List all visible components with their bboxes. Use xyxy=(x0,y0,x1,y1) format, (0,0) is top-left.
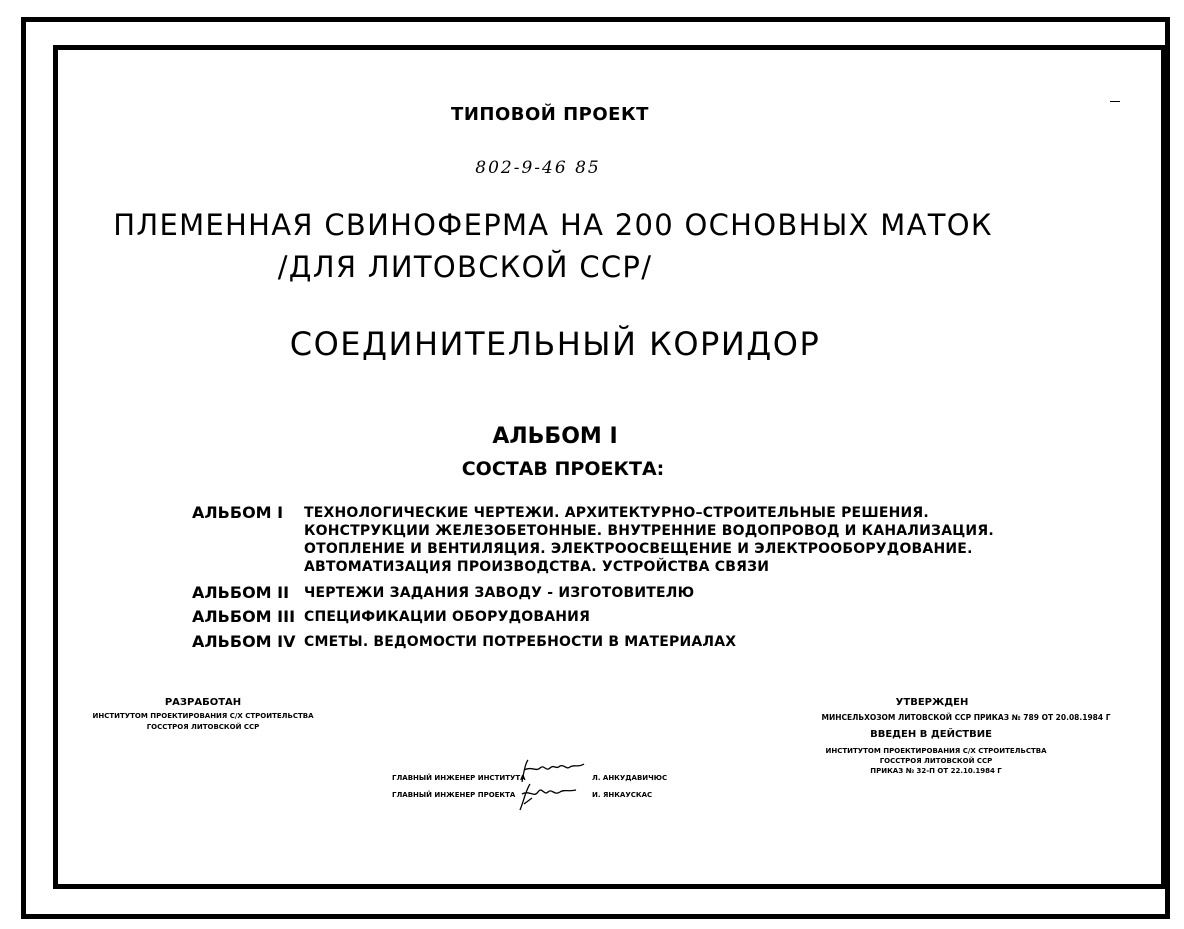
chief-institute-name: Л. АНКУДАВИЧЮС xyxy=(592,774,668,782)
subtitle: СОЕДИНИТЕЛЬНЫЙ КОРИДОР xyxy=(289,325,821,363)
signature-chief-project xyxy=(514,780,580,814)
composition-heading: СОСТАВ ПРОЕКТА: xyxy=(461,458,665,480)
album-1-line-3: ОТОПЛЕНИЕ И ВЕНТИЛЯЦИЯ. ЭЛЕКТРООСВЕЩЕНИЕ И ЭЛЕКТРООБОРУДОВАНИЕ. xyxy=(304,541,973,557)
approved-line-3: ГОССТРОЯ ЛИТОВСКОЙ ССР xyxy=(879,757,993,765)
approved-line-2: ИНСТИТУТОМ ПРОЕКТИРОВАНИЯ С/Х СТРОИТЕЛЬСТВА xyxy=(825,747,1047,755)
album-3-line-1: СПЕЦИФИКАЦИИ ОБОРУДОВАНИЯ xyxy=(304,609,591,625)
developed-heading: РАЗРАБОТАН xyxy=(164,697,242,708)
chief-project-title: ГЛАВНЫЙ ИНЖЕНЕР ПРОЕКТА xyxy=(392,791,516,799)
developed-line-2: ГОССТРОЯ ЛИТОВСКОЙ ССР xyxy=(146,723,260,731)
corner-mark xyxy=(1110,101,1120,102)
album-1-line-4: АВТОМАТИЗАЦИЯ ПРОИЗВОДСТВА. УСТРОЙСТВА СВЯЗИ xyxy=(304,559,770,575)
album-1-label: АЛЬБОМ I xyxy=(192,503,284,522)
project-type: ТИПОВОЙ ПРОЕКТ xyxy=(451,104,649,125)
chief-project-name: И. ЯНКАУСКАС xyxy=(592,791,653,799)
approved-line-1: МИНСЕЛЬХОЗОМ ЛИТОВСКОЙ ССР ПРИКАЗ № 789 ОТ 20.08.1984 Г xyxy=(821,713,1111,722)
album-3-label: АЛЬБОМ III xyxy=(192,607,296,626)
approved-line-4: ПРИКАЗ № 32-П ОТ 22.10.1984 Г xyxy=(870,767,1002,775)
album-4-line-1: СМЕТЫ. ВЕДОМОСТИ ПОТРЕБНОСТИ В МАТЕРИАЛАХ xyxy=(304,634,737,650)
album-4-label: АЛЬБОМ IV xyxy=(192,632,296,651)
developed-line-1: ИНСТИТУТОМ ПРОЕКТИРОВАНИЯ С/Х СТРОИТЕЛЬСТВА xyxy=(92,712,314,720)
album-2-label: АЛЬБОМ II xyxy=(192,583,290,602)
chief-institute-title: ГЛАВНЫЙ ИНЖЕНЕР ИНСТИТУТА xyxy=(392,774,526,782)
title-line-1: ПЛЕМЕННАЯ СВИНОФЕРМА НА 200 ОСНОВНЫХ МАТОК xyxy=(113,208,993,242)
title-line-2: /ДЛЯ ЛИТОВСКОЙ ССР/ xyxy=(277,250,653,284)
album-1-line-1: ТЕХНОЛОГИЧЕСКИЕ ЧЕРТЕЖИ. АРХИТЕКТУРНО–СТРОИТЕЛЬНЫЕ РЕШЕНИЯ. xyxy=(304,505,929,521)
album-2-line-1: ЧЕРТЕЖИ ЗАДАНИЯ ЗАВОДУ - ИЗГОТОВИТЕЛЮ xyxy=(304,585,695,601)
current-album: АЛЬБОМ I xyxy=(492,424,618,449)
approved-heading: УТВЕРЖДЕН xyxy=(895,697,969,708)
enacted-heading: ВВЕДЕН В ДЕЙСТВИЕ xyxy=(870,729,992,740)
project-number: 802-9-46 85 xyxy=(475,158,601,178)
album-1-line-2: КОНСТРУКЦИИ ЖЕЛЕЗОБЕТОННЫЕ. ВНУТРЕННИЕ ВОДОПРОВОД И КАНАЛИЗАЦИЯ. xyxy=(304,523,994,539)
